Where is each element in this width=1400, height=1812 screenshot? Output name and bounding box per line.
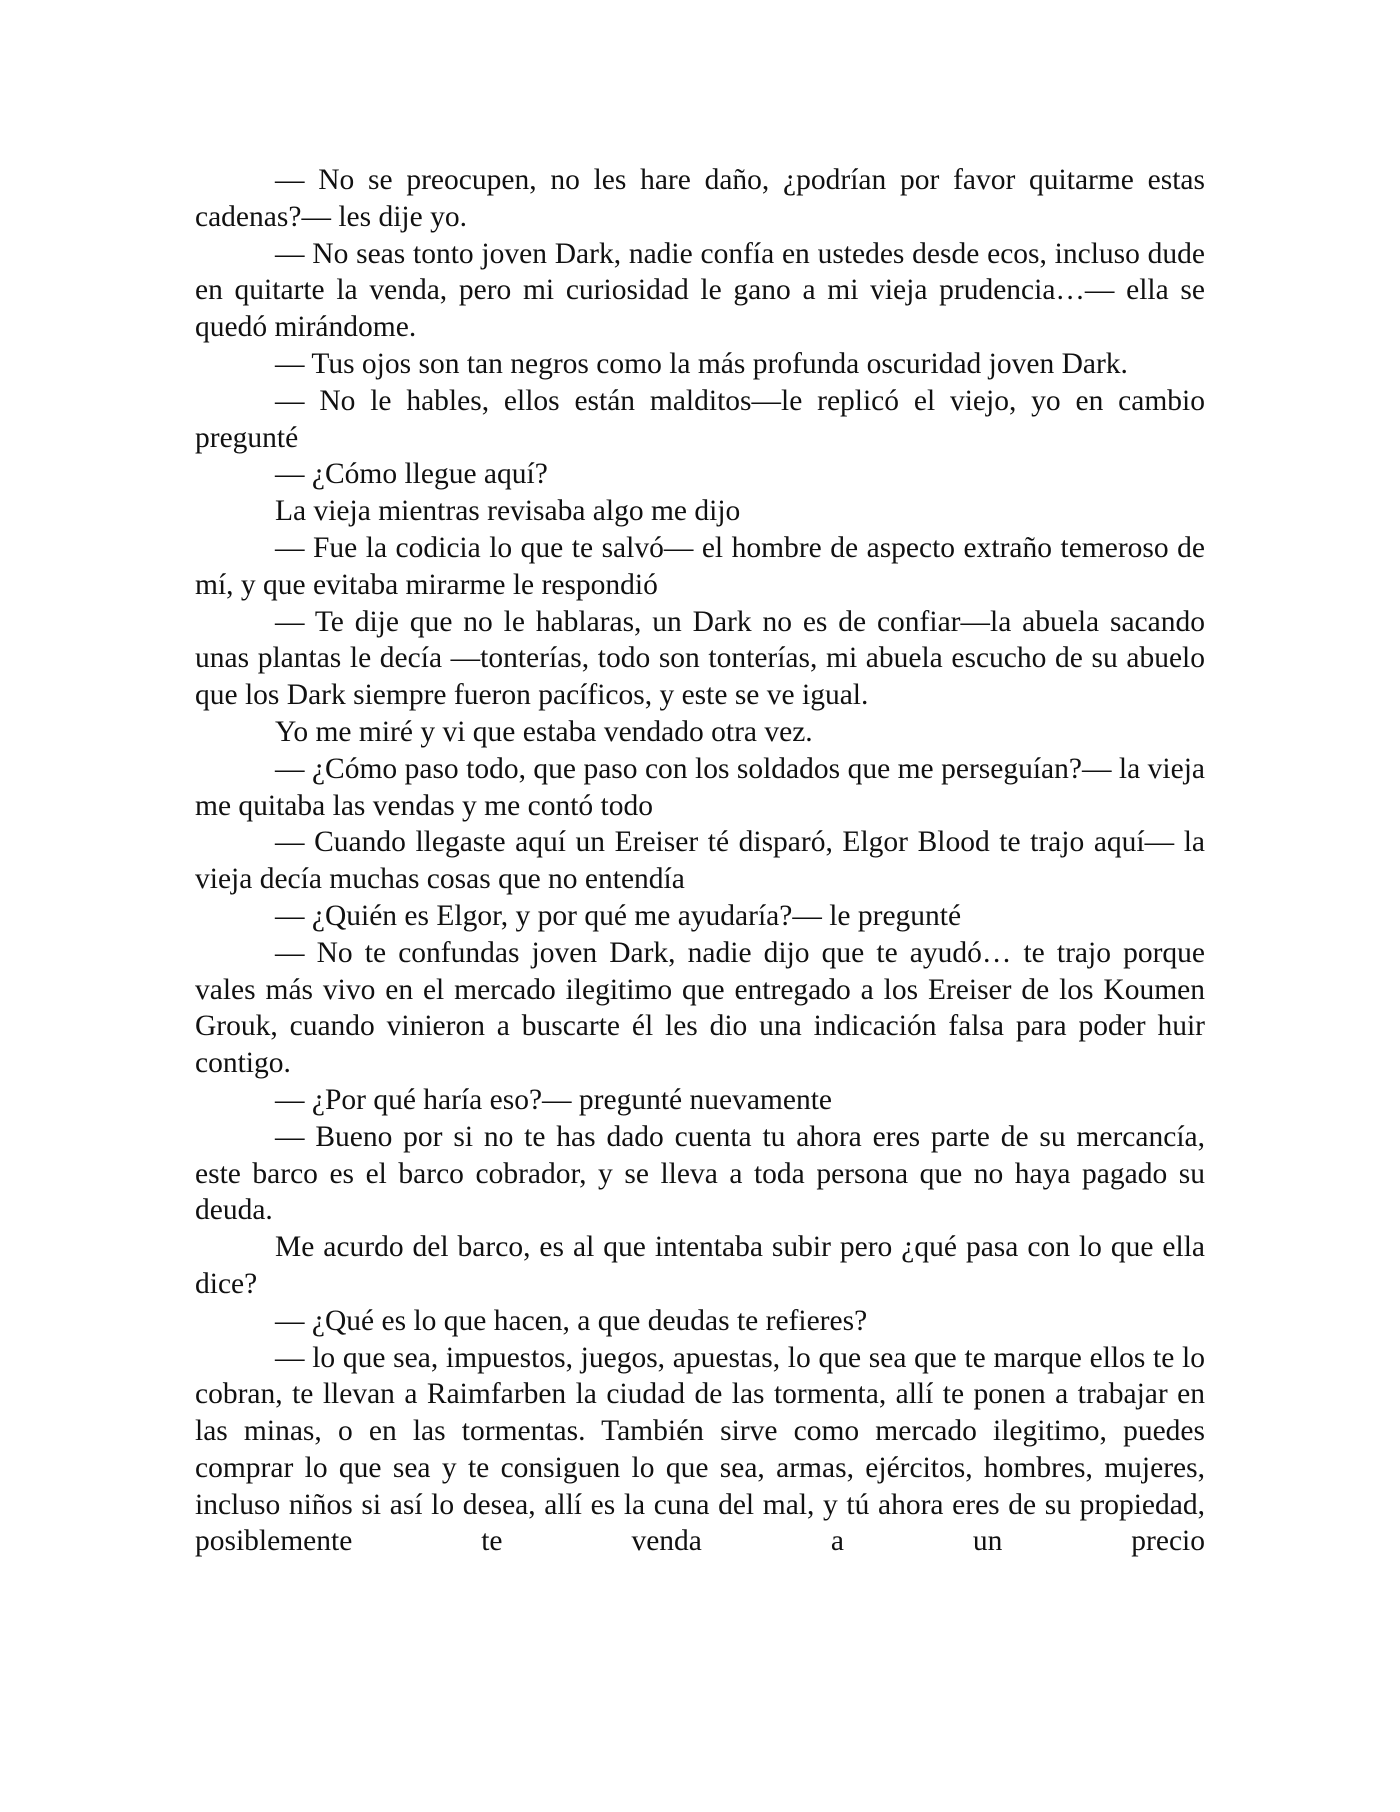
paragraph: — ¿Cómo llegue aquí? [275,458,548,491]
paragraph: — Tus ojos son tan negros como la más profunda oscuridad joven Dark. [275,347,1128,380]
document-page [195,162,1205,1560]
paragraph: Me acurdo del barco, es al que intentaba subir pero ¿qué pasa con lo que ella dice? [195,1231,1205,1300]
paragraph: — No se preocupen, no les hare daño, ¿podrían por favor quitarme estas cadenas?— les dije yo. [195,164,1205,233]
paragraph: Yo me miré y vi que estaba vendado otra vez. [275,715,813,748]
paragraph: — Cuando llegaste aquí un Ereiser té disparó, Elgor Blood te trajo aquí— la vieja decía muchas cosas que no entendía [195,826,1205,896]
paragraph: — Fue la codicia lo que te salvó— el hombre de aspecto extraño temeroso de mí, y que evitaba mirarme le respondió [195,531,1205,601]
paragraph: — Te dije que no le hablaras, un Dark no es de confiar—la abuela sacando unas plantas le decía —tonterías, todo son tonterías, mi abuela escucho de su abuelo que los Dark siempre fueron pacíficos, y este se ve igual. [195,605,1205,712]
paragraph: — lo que sea, impuestos, juegos, apuestas, lo que sea que te marque ellos te lo cobran, te llevan a Raimfarben la ciudad de las tormenta, allí te ponen a trabajar en las minas, o en las tormentas. También sirve como mercado ilegitimo, puedes comprar lo que sea y te consiguen lo que sea, armas, ejércitos, hombres, mujeres, incluso niños si así lo desea, allí es la cuna del mal, y tú ahora eres de su propiedad, posiblemente te venda a un precio [195,1341,1205,1558]
paragraph: — No seas tonto joven Dark, nadie confía en ustedes desde ecos, incluso dude en quitarte la venda, pero mi curiosidad le gano a mi vieja prudencia…— ella se quedó mirándome. [195,237,1205,344]
paragraph: — ¿Cómo paso todo, que paso con los soldados que me perseguían?— la vieja me quitaba las vendas y me contó todo [195,752,1205,822]
paragraph: — No le hables, ellos están malditos—le replicó el viejo, yo en cambio pregunté [195,384,1205,454]
paragraph: — Bueno por si no te has dado cuenta tu ahora eres parte de su mercancía, este barco es el barco cobrador, y se lleva a toda persona que no haya pagado su deuda. [195,1120,1205,1227]
paragraph: La vieja mientras revisaba algo me dijo [275,495,741,528]
paragraph: — ¿Quién es Elgor, y por qué me ayudaría?— le pregunté [275,899,962,932]
paragraph: — ¿Por qué haría eso?— pregunté nuevamente [275,1083,833,1116]
paragraph: — ¿Qué es lo que hacen, a que deudas te refieres? [275,1304,868,1337]
paragraph: — No te confundas joven Dark, nadie dijo que te ayudó… te trajo porque vales más vivo en el mercado ilegitimo que entregado a los Ereiser de los Koumen Grouk, cuando vinieron a buscarte él les dio una indicación falsa para poder huir contigo. [195,936,1205,1080]
